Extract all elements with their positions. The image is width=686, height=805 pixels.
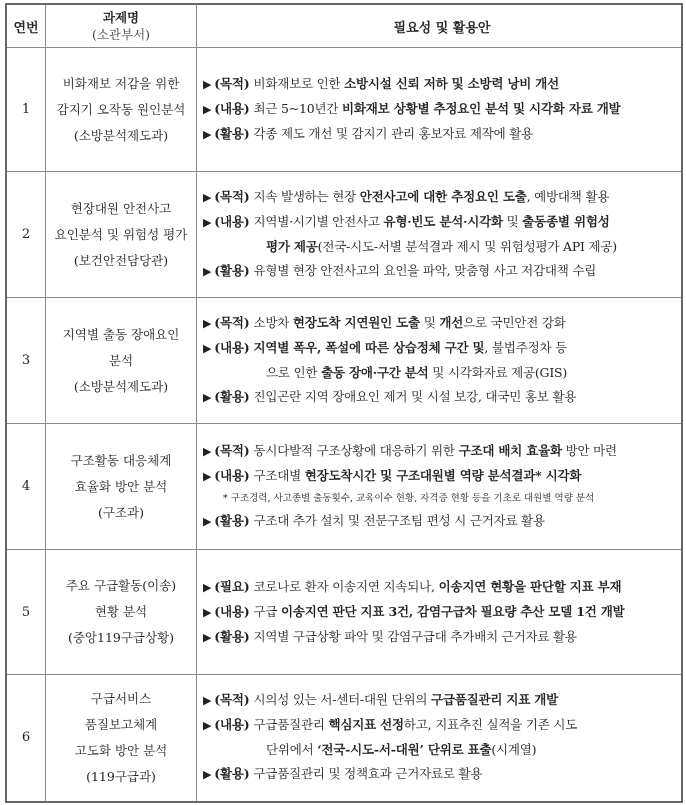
footnote: * 구조경력, 사고종별 출동횟수, 교육이수 현황, 자격증 현황 등을 기초로 대원별 역량 분석 (223, 493, 595, 504)
text: 동시다발적 구조상황에 대응하기 위한 (253, 443, 459, 458)
text: 및 시각화자료 제공(GIS) (428, 365, 568, 380)
bullet-item (203, 713, 681, 738)
bullet-label: (내용) (214, 717, 250, 733)
task-department: (중앙119구급상황) (67, 630, 175, 645)
triangle-bullet-icon: ▶ (203, 605, 212, 619)
bullet-label: (활용) (214, 263, 250, 278)
bullet-item (203, 185, 681, 210)
task-name-line: 분석 (108, 352, 134, 368)
bullet-item (203, 259, 681, 284)
bullet-label: (목적) (214, 443, 250, 458)
text: 소방차 (253, 315, 293, 330)
triangle-bullet-icon: ▶ (203, 128, 212, 141)
bullet-label: (내용) (214, 101, 250, 116)
bold-text: 비화재보 상황별 추정요인 분석 및 시각화 자료 개발 (342, 101, 621, 116)
triangle-bullet-icon: ▶ (203, 265, 212, 278)
row-number: 3 (6, 298, 46, 424)
text: 각종 제도 개선 및 감지기 관리 홍보자료 제작에 활용 (253, 126, 534, 141)
text: 지속 발생하는 현장 (253, 189, 360, 204)
triangle-bullet-icon: ▶ (203, 191, 212, 204)
text: (시계열) (491, 742, 537, 758)
bullet-label: (목적) (214, 189, 250, 204)
bullet-item (203, 688, 681, 713)
header-desc: 필요성 및 활용안 (197, 4, 683, 48)
task-table (5, 3, 683, 803)
task-name-line: 구조활동 대응체계 (70, 452, 172, 468)
bullet-item (203, 439, 681, 464)
row-number: 1 (6, 48, 46, 172)
header-task-sub: (소관부서) (91, 27, 151, 42)
triangle-bullet-icon: ▶ (203, 470, 212, 483)
text: 구급품질관리 및 정책효과 근거자료로 활용 (253, 766, 483, 782)
description-cell (197, 172, 683, 298)
bullet-label: (필요) (214, 578, 250, 594)
text: 및 (502, 214, 523, 229)
bullet-label: (내용) (214, 214, 250, 229)
triangle-bullet-icon: ▶ (203, 103, 212, 116)
task-name-line: 효율화 방안 분석 (74, 478, 168, 494)
header-no: 연번 (6, 4, 46, 48)
description-cell (197, 48, 683, 172)
text: 방안 마련 (561, 443, 617, 458)
bullet-label: (내용) (214, 603, 250, 619)
bold-text: 구조대 배치 효율화 (458, 443, 562, 458)
bullet-label: (활용) (214, 513, 250, 528)
bullet-label: (활용) (214, 628, 250, 644)
bullet-item (203, 336, 681, 361)
text: 진입곤란 지역 장애요인 제거 및 시설 보강, 대국민 홍보 활용 (253, 389, 577, 404)
table-row (6, 550, 682, 675)
bullet-continuation (203, 738, 681, 762)
description-cell (197, 298, 683, 424)
bullet-item (203, 575, 681, 600)
task-department: (보건안전담당관) (73, 252, 169, 268)
bold-text: 안전사고에 대한 추정요인 도출 (359, 189, 527, 204)
task-name-line: 감지기 오작동 원인분석 (56, 101, 186, 117)
bold-text: 유형·빈도 분석·시각화 (383, 214, 503, 229)
row-number: 2 (6, 172, 46, 298)
row-number: 5 (6, 550, 46, 675)
text: , 불법주정차 등 (484, 340, 567, 355)
text: 시의성 있는 서-센터-대원 단위의 (253, 692, 431, 708)
description-cell (197, 550, 683, 675)
text: 지역별 구급상황 파악 및 감염구급대 추가배치 근거자료 활용 (253, 628, 577, 644)
task-name-line: 고도화 방안 분석 (74, 742, 168, 758)
task-name-line: 구급서비스 (90, 690, 152, 706)
bold-text: ‘전국-시도-서-대원’ 단위로 표출 (317, 742, 492, 758)
text: 단위에서 (266, 742, 318, 758)
bullet-continuation (203, 361, 681, 385)
task-cell (46, 424, 197, 550)
triangle-bullet-icon: ▶ (203, 515, 212, 528)
bullet-item (203, 509, 681, 534)
task-department: (소방분석제도과) (73, 378, 169, 394)
text: 구조대 추가 설치 및 전문구조팀 편성 시 근거자료 활용 (253, 513, 545, 528)
bold-text: 지역별 폭우, 폭설에 따른 상습정체 구간 및 (253, 340, 485, 355)
bold-text: 핵심지표 선정 (328, 717, 404, 733)
bullet-item (203, 464, 681, 489)
bullet-item (203, 97, 681, 122)
bold-text: 출동종별 위험성 (522, 214, 610, 229)
bullet-label: (활용) (214, 766, 250, 782)
triangle-bullet-icon: ▶ (203, 216, 212, 229)
triangle-bullet-icon: ▶ (203, 78, 212, 91)
bullet-label: (내용) (214, 340, 250, 355)
text: 비화재보로 인한 (253, 76, 345, 91)
bullet-label: (목적) (214, 315, 250, 330)
triangle-bullet-icon: ▶ (203, 445, 212, 458)
task-name-line: 요인분석 및 위험성 평가 (54, 226, 188, 242)
bold-text: 평가 제공 (266, 239, 318, 254)
text: 으로 인한 (266, 365, 322, 380)
triangle-bullet-icon: ▶ (203, 391, 212, 404)
table-row (6, 48, 682, 172)
task-department: (구조과) (98, 504, 144, 520)
bullet-continuation (203, 235, 681, 259)
task-department: (소방분석제도과) (73, 127, 169, 143)
text: 최근 5~10년간 (253, 101, 343, 116)
header-task (46, 4, 197, 48)
bullet-label: (활용) (214, 389, 250, 404)
bold-text: 이송지연 현황을 판단할 지표 부재 (438, 578, 622, 594)
triangle-bullet-icon: ▶ (203, 342, 212, 355)
bullet-item (203, 72, 681, 97)
text: 구급품질관리 (253, 717, 329, 733)
bullet-item (203, 122, 681, 147)
bullet-item (203, 210, 681, 235)
triangle-bullet-icon: ▶ (203, 694, 212, 708)
table-row (6, 172, 682, 298)
bold-text: 구급품질관리 지표 개발 (430, 692, 559, 708)
task-name-line: 현장대원 안전사고 (70, 200, 172, 216)
triangle-bullet-icon: ▶ (203, 768, 212, 782)
table-row (6, 424, 682, 550)
text: 구급 (253, 603, 281, 619)
task-name-line: 지역별 출동 장애요인 (62, 326, 180, 342)
triangle-bullet-icon: ▶ (203, 719, 212, 733)
triangle-bullet-icon: ▶ (203, 580, 212, 594)
text: (전국-시도-서별 분석결과 제시 및 위험성평가 API 제공) (317, 239, 617, 254)
text: 및 (419, 315, 440, 330)
bold-text: 개선 (439, 315, 464, 330)
description-cell (197, 675, 683, 802)
task-cell (46, 172, 197, 298)
header-row (6, 4, 682, 48)
task-name-line: 품질보고체계 (84, 716, 158, 732)
table-row (6, 675, 682, 802)
bullet-item (203, 762, 681, 787)
text: 유형별 현장 안전사고의 요인을 파악, 맞춤형 사고 저감대책 수립 (253, 263, 597, 278)
row-number: 4 (6, 424, 46, 550)
task-cell (46, 550, 197, 675)
bullet-item (203, 385, 681, 410)
task-cell (46, 298, 197, 424)
header-task-title: 과제명 (102, 10, 140, 25)
bullet-item (203, 600, 681, 625)
task-name-line: 현황 분석 (94, 604, 148, 619)
text: 하고, 지표추진 실적을 기존 시도 (403, 717, 578, 733)
bullet-label: (목적) (214, 76, 250, 91)
text: , 예방대책 활용 (526, 189, 610, 204)
table-row (6, 298, 682, 424)
bullet-label: (목적) (214, 692, 250, 708)
triangle-bullet-icon: ▶ (203, 317, 212, 330)
bullet-label: (활용) (214, 126, 250, 141)
bold-text: 출동 장애·구간 분석 (321, 365, 429, 380)
bold-text: 현장도착 지연원인 도출 (292, 315, 420, 330)
task-name-line: 주요 구급활동(이송) (65, 578, 177, 593)
text: 으로 국민안전 강화 (463, 315, 566, 330)
triangle-bullet-icon: ▶ (203, 630, 212, 644)
task-cell (46, 675, 197, 802)
task-name-line: 비화재보 저감을 위한 (62, 75, 180, 91)
bullet-label: (내용) (214, 468, 250, 483)
row-number: 6 (6, 675, 46, 802)
bullet-item (203, 311, 681, 336)
bold-text: 이송지연 판단 지표 3건, 감염구급차 필요량 추산 모델 1건 개발 (280, 603, 625, 619)
task-cell (46, 48, 197, 172)
text: 코로나로 환자 이송지연 지속되나, (253, 578, 439, 594)
text: 지역별·시기별 안전사고 (253, 214, 384, 229)
bold-text: 현장도착시간 및 구조대원별 역량 분석결과* 시각화 (304, 468, 582, 483)
bold-text: 소방시설 신뢰 저하 및 소방력 낭비 개선 (344, 76, 560, 91)
description-cell (197, 424, 683, 550)
text: 구조대별 (253, 468, 305, 483)
task-department: (119구급과) (86, 768, 156, 784)
bullet-item (203, 625, 681, 650)
